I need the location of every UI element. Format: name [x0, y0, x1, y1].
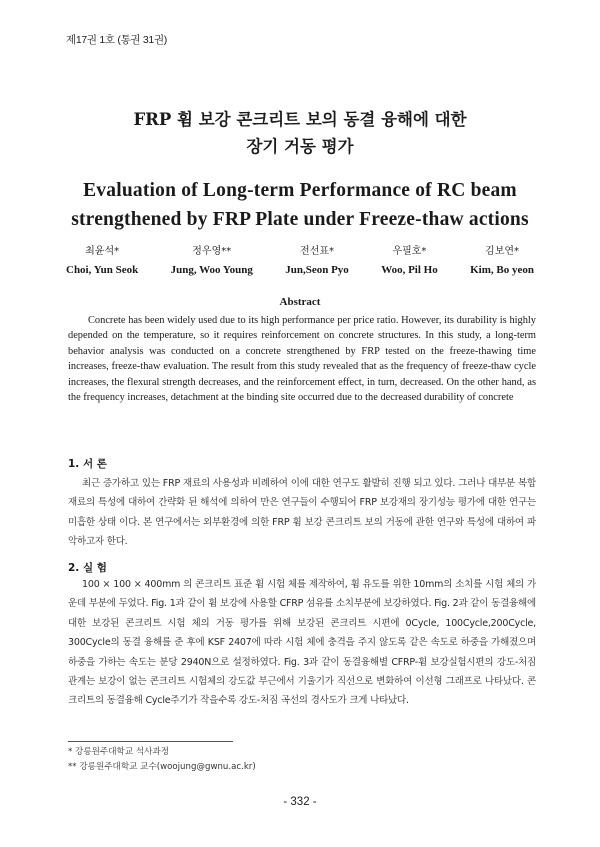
section-heading-introduction: 1. 서 론 — [68, 458, 107, 470]
author-korean-name: 정우영** — [192, 246, 232, 257]
author-english-name: Kim, Bo yeon — [470, 264, 534, 276]
section-body-experiment: 100 × 100 × 400mm 의 콘크리트 표준 휨 시험 체를 제작하여, 휨 유도를 위한 10mm의 소치를 시험 체의 가운데 부분에 두었다. Fig. 1과 같이 휨 보강에 사용할 CFRP 섬유를 소치부분에 보강하였다. Fig. 2과 같이 동결융해에 대한 보강된 콘크리트 시험 체의 거동 평가를 위해 보강된 콘크리트 시편에 0Cycle, 100Cycle,200Cycle, 300Cycle의 동결 융해를 준 후에 KSF 2407에 따라 시험 체에 충격을 주지 않도록 같은 속도로 하중을 가해졌으며 하중을 가하는 속도는 분당 2940N으로 설정하였다. Fig. 3과 같이 동결융해별 CFRP-휨 보강실험시편의 강도-처짐 관계는 보강이 없는 콘크리트 시험체의 강도값 부근에서 기울기가 직선으로 변화하여 이선형 그래프로 나타났다. 콘크리트의 동결융해 Cycle주기가 작을수록 강도-처짐 곡선의 경사도가 크게 나타났다. — [68, 579, 536, 707]
abstract-body: Concrete has been widely used due to its high performance per price ratio. However, its durability is highly depended on the temperature, so it requires reinforcement on concrete structures. In this study, a long-term behavior analysis was conducted on a concrete strengthened by FRP tested on the freeze-thawing time increases, freeze-thaw evaluation. The result from this study revealed that as the frequency of freeze-thaw cycle increases, the flexural strength decreases, and the reinforcement effect, in turn, decreased. On the other hand, as the frequency increases, detachment at the binding site occurred due to the decreased durability of concrete — [68, 315, 536, 404]
abstract-heading: Abstract — [279, 296, 321, 308]
footnote: ** 강릉원주대학교 교수(woojung@gwnu.ac.kr) — [68, 762, 256, 772]
korean-title-line-1: FRP 휨 보강 콘크리트 보의 동결 융해에 대한 — [133, 110, 467, 129]
english-title — [0, 176, 600, 234]
author-korean-name: 우필호* — [392, 246, 427, 257]
author-korean-name: 김보연* — [485, 246, 520, 257]
footnote: * 강릉원주대학교 석사과정 — [68, 747, 170, 757]
author-list — [66, 245, 534, 278]
author-english-name: Jung, Woo Young — [170, 264, 253, 276]
english-title-line-2: strengthened by FRP Plate under Freeze-thaw actions — [71, 209, 529, 230]
journal-reference: 제17권 1호 (통권 31권) — [66, 34, 168, 46]
author — [66, 245, 138, 278]
author — [381, 245, 438, 278]
author — [285, 245, 349, 278]
author-english-name: Woo, Pil Ho — [381, 264, 438, 276]
korean-title — [0, 106, 600, 160]
footnotes — [68, 745, 256, 775]
author-english-name: Choi, Yun Seok — [66, 264, 139, 276]
english-title-line-1: Evaluation of Long-term Performance of RC beam — [83, 180, 517, 201]
footnote-divider — [68, 741, 233, 742]
section-heading-experiment: 2. 실 험 — [68, 562, 107, 574]
author-korean-name: 최윤석* — [85, 246, 120, 257]
korean-title-line-2: 장기 거동 평가 — [246, 137, 354, 156]
author-english-name: Jun,Seon Pyo — [285, 264, 349, 276]
section-body-introduction: 최근 증가하고 있는 FRP 재료의 사용성과 비례하여 이에 대한 연구도 활발히 진행 되고 있다. 그러나 대부분 복합재료의 특성에 대하여 간략화 된 해석에 의하여 만은 연구들이 수행되어 FRP 보강재의 장기성능 평가에 대한 연구는 미흡한 상태 이다. 본 연구에서는 외부환경에 의한 FRP 휨 보강 콘크리트 보의 거동에 관한 연구와 특성에 대하여 파악하고자 한다. — [68, 478, 536, 548]
author-korean-name: 전선표* — [300, 246, 335, 257]
author — [171, 245, 253, 278]
author — [470, 245, 534, 278]
page-number: - 332 - — [283, 796, 317, 808]
